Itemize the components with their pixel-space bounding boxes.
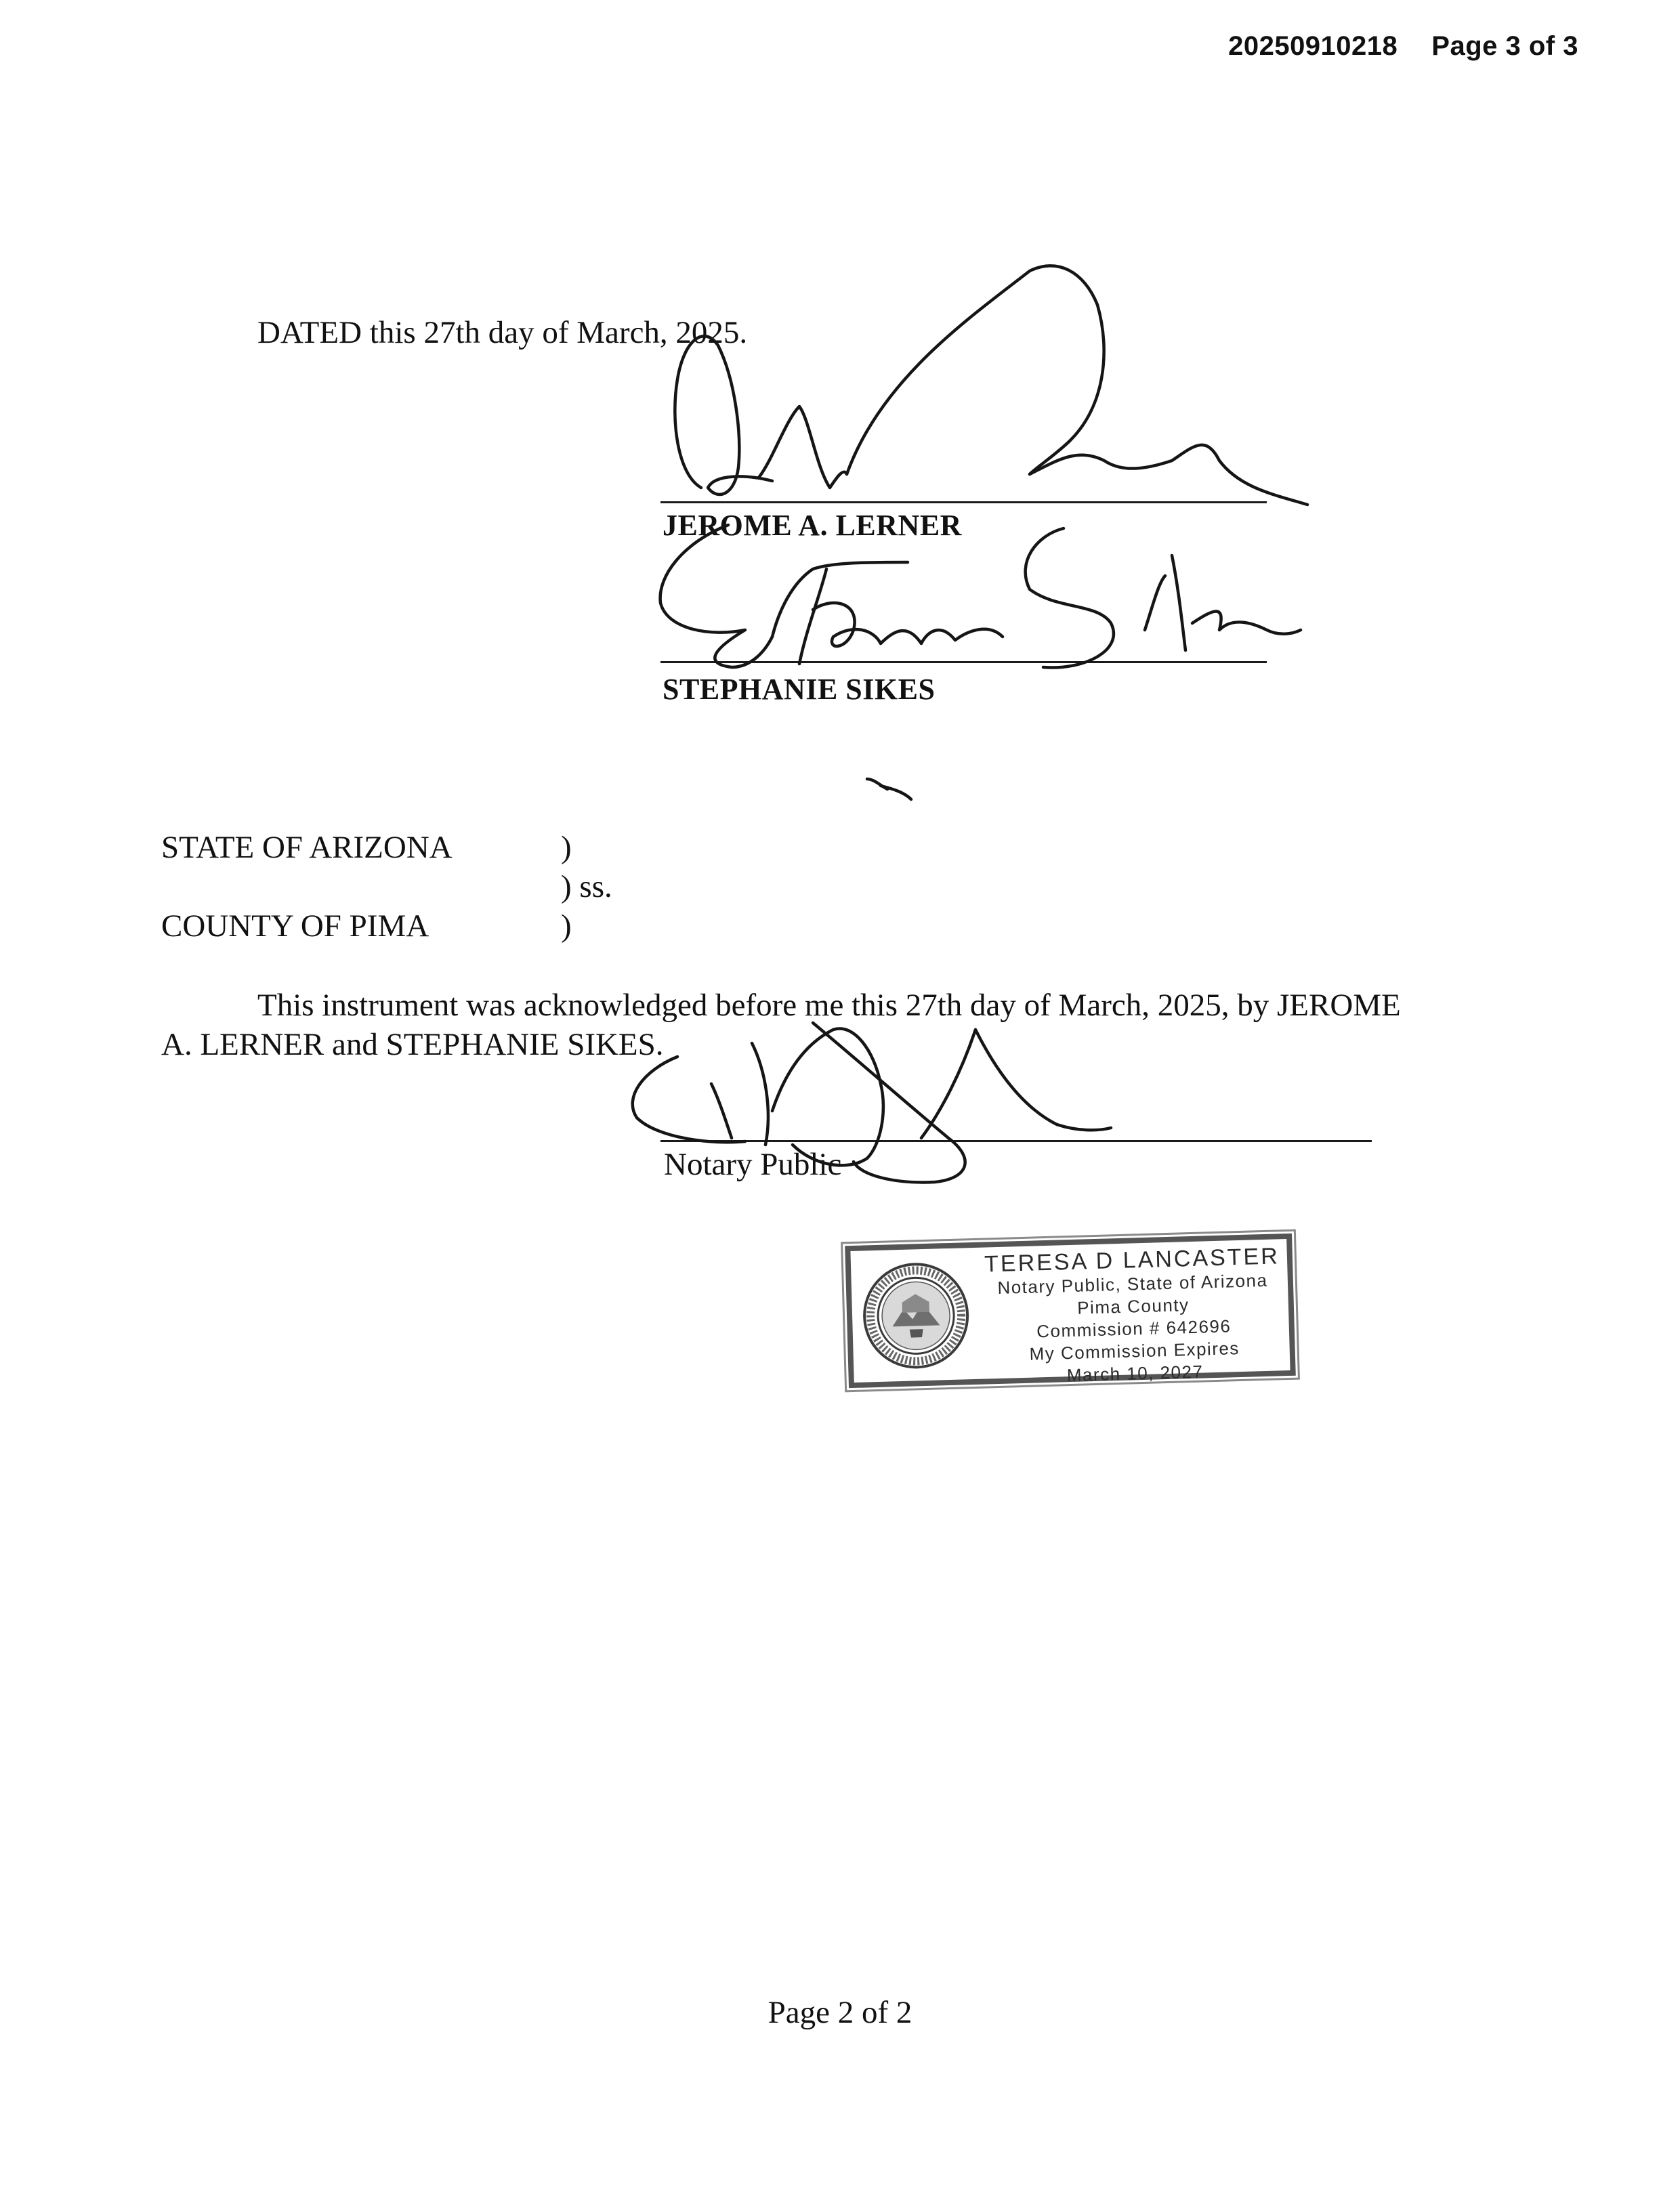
acknowledgment-line-2: A. LERNER and STEPHANIE SIKES. — [161, 1027, 664, 1062]
footer-page-label: Page 2 of 2 — [768, 1995, 912, 2030]
venue-county: COUNTY OF PIMA — [161, 908, 429, 944]
stamp-commission: Commission # 642696 — [1036, 1315, 1232, 1342]
signature-line-lerner — [660, 501, 1267, 503]
signer-name-lerner: JEROME A. LERNER — [663, 509, 962, 542]
recording-header — [1228, 31, 1578, 62]
signature-line-notary — [660, 1140, 1372, 1142]
stamp-name: TERESA D LANCASTER — [984, 1243, 1280, 1278]
acknowledgment-line-1: This instrument was acknowledged before me this 27th day of March, 2025, by JEROME — [257, 988, 1401, 1023]
signer-name-sikes: STEPHANIE SIKES — [663, 673, 936, 706]
notary-stamp — [845, 1234, 1296, 1388]
state-seal-icon — [860, 1260, 971, 1371]
stamp-expires-label: My Commission Expires — [1029, 1338, 1240, 1364]
stamp-title: Notary Public, State of Arizona — [997, 1269, 1268, 1298]
venue-state: STATE OF ARIZONA — [161, 830, 453, 865]
dated-line: DATED this 27th day of March, 2025. — [257, 315, 748, 350]
notary-public-label: Notary Public — [664, 1147, 842, 1182]
stamp-expires-date: March 10, 2027 — [1066, 1361, 1204, 1386]
signature-line-sikes — [660, 661, 1267, 663]
venue-paren-bottom: ) — [561, 908, 572, 944]
document-number: 20250910218 — [1228, 31, 1398, 61]
stamp-county: Pima County — [1076, 1294, 1190, 1318]
venue-ss: ) ss. — [561, 869, 612, 904]
header-page-label: Page 3 of 3 — [1431, 31, 1578, 61]
venue-paren-top: ) — [561, 830, 572, 865]
